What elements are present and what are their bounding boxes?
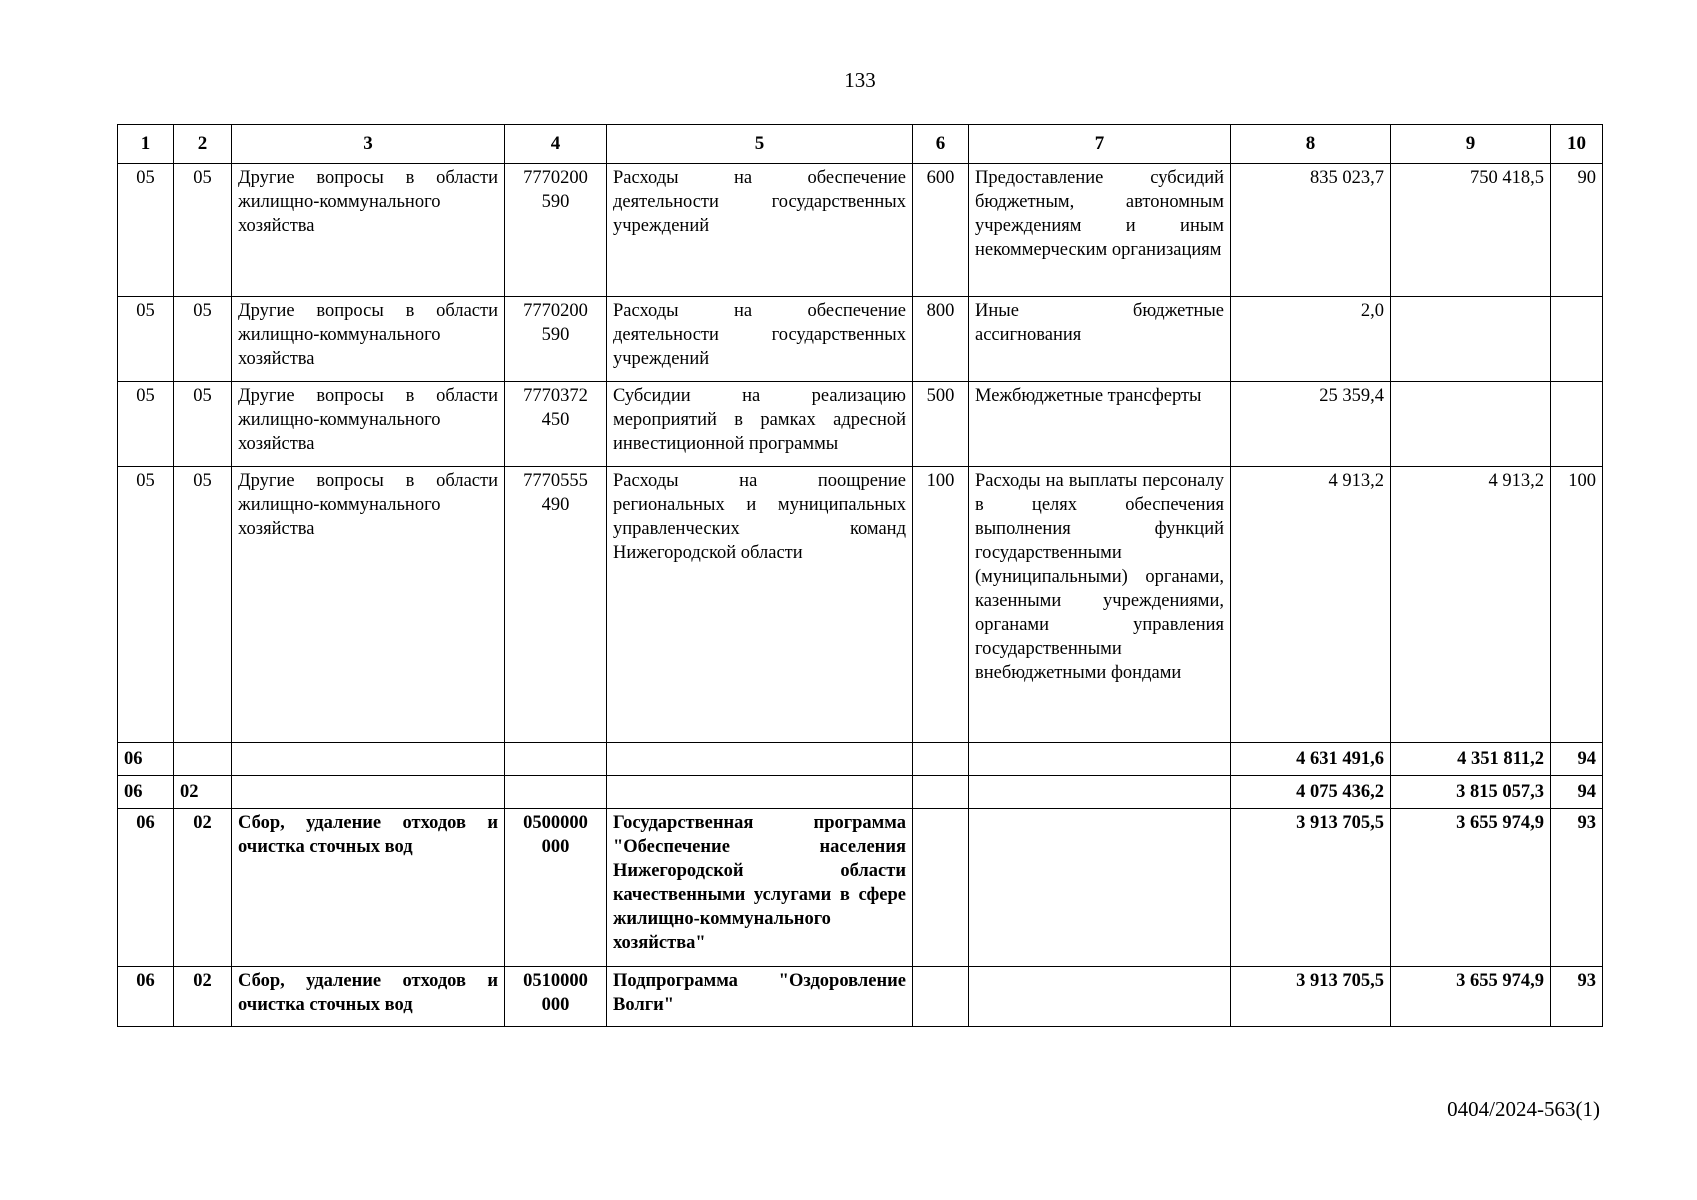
executed-amount: 3 815 057,3 (1391, 776, 1551, 809)
target-article-code: 0500000 000 (505, 809, 607, 967)
column-header-3: 3 (232, 125, 505, 164)
execution-percent: 93 (1551, 967, 1603, 1027)
target-article-name (607, 776, 913, 809)
subsection-code: 05 (174, 467, 232, 743)
subsection-code: 02 (174, 809, 232, 967)
section-code: 06 (118, 776, 174, 809)
expense-type-name: Иные бюджетные ассигнования (969, 297, 1231, 382)
subsection-name: Другие вопросы в области жилищно-коммунального хозяйства (232, 164, 505, 297)
executed-amount: 4 913,2 (1391, 467, 1551, 743)
executed-amount: 3 655 974,9 (1391, 967, 1551, 1027)
section-code: 05 (118, 467, 174, 743)
expense-type-name (969, 967, 1231, 1027)
subsection-code: 02 (174, 776, 232, 809)
table-row (118, 776, 1603, 809)
target-article-code (505, 743, 607, 776)
expense-type-name (969, 776, 1231, 809)
page-number: 133 (844, 68, 876, 92)
planned-amount: 25 359,4 (1231, 382, 1391, 467)
table-row (118, 809, 1603, 967)
executed-amount (1391, 297, 1551, 382)
execution-percent (1551, 382, 1603, 467)
subsection-name: Другие вопросы в области жилищно-коммунального хозяйства (232, 297, 505, 382)
section-code: 05 (118, 382, 174, 467)
subsection-code: 02 (174, 967, 232, 1027)
target-article-name: Государственная программа "Обеспечение населения Нижегородской области качественными услугами в сфере жилищно-коммунального хозяйства" (607, 809, 913, 967)
target-article-code: 7770372 450 (505, 382, 607, 467)
execution-percent: 93 (1551, 809, 1603, 967)
expense-type-name: Предоставление субсидий бюджетным, автономным учреждениям и иным некоммерческим организациям (969, 164, 1231, 297)
section-code: 06 (118, 743, 174, 776)
section-code: 05 (118, 297, 174, 382)
execution-percent (1551, 297, 1603, 382)
planned-amount: 4 075 436,2 (1231, 776, 1391, 809)
table-row (118, 743, 1603, 776)
expense-type-code (913, 743, 969, 776)
executed-amount: 750 418,5 (1391, 164, 1551, 297)
document-code: 0404/2024-563(1) (1447, 1097, 1600, 1121)
target-article-name: Подпрограмма "Оздоровление Волги" (607, 967, 913, 1027)
planned-amount: 4 631 491,6 (1231, 743, 1391, 776)
expense-type-name: Расходы на выплаты персоналу в целях обеспечения выполнения функций государственными (муниципальными) органами, казенными учреждениями, органами управления государственными внебюджетными фондами (969, 467, 1231, 743)
subsection-code: 05 (174, 382, 232, 467)
planned-amount: 4 913,2 (1231, 467, 1391, 743)
budget-table (117, 124, 1603, 1027)
expense-type-code: 600 (913, 164, 969, 297)
column-header-5: 5 (607, 125, 913, 164)
subsection-name: Сбор, удаление отходов и очистка сточных вод (232, 809, 505, 967)
execution-percent: 100 (1551, 467, 1603, 743)
target-article-name (607, 743, 913, 776)
expense-type-code (913, 967, 969, 1027)
execution-percent: 90 (1551, 164, 1603, 297)
executed-amount (1391, 382, 1551, 467)
section-code: 05 (118, 164, 174, 297)
table-row (118, 467, 1603, 743)
section-code: 06 (118, 967, 174, 1027)
subsection-name: Другие вопросы в области жилищно-коммунального хозяйства (232, 382, 505, 467)
expense-type-name (969, 809, 1231, 967)
planned-amount: 3 913 705,5 (1231, 809, 1391, 967)
column-header-2: 2 (174, 125, 232, 164)
subsection-name (232, 743, 505, 776)
subsection-code: 05 (174, 297, 232, 382)
planned-amount: 3 913 705,5 (1231, 967, 1391, 1027)
table-row (118, 297, 1603, 382)
target-article-name: Расходы на поощрение региональных и муниципальных управленческих команд Нижегородской области (607, 467, 913, 743)
expense-type-code: 500 (913, 382, 969, 467)
table-row (118, 382, 1603, 467)
section-code: 06 (118, 809, 174, 967)
column-header-9: 9 (1391, 125, 1551, 164)
column-header-6: 6 (913, 125, 969, 164)
target-article-code (505, 776, 607, 809)
table-row (118, 967, 1603, 1027)
expense-type-code: 800 (913, 297, 969, 382)
target-article-name: Расходы на обеспечение деятельности государственных учреждений (607, 164, 913, 297)
expense-type-code (913, 809, 969, 967)
expense-type-name: Межбюджетные трансферты (969, 382, 1231, 467)
target-article-code: 7770555 490 (505, 467, 607, 743)
target-article-code: 0510000 000 (505, 967, 607, 1027)
target-article-code: 7770200 590 (505, 297, 607, 382)
column-header-10: 10 (1551, 125, 1603, 164)
planned-amount: 2,0 (1231, 297, 1391, 382)
expense-type-code: 100 (913, 467, 969, 743)
expense-type-code (913, 776, 969, 809)
subsection-name: Сбор, удаление отходов и очистка сточных вод (232, 967, 505, 1027)
column-header-4: 4 (505, 125, 607, 164)
execution-percent: 94 (1551, 776, 1603, 809)
executed-amount: 4 351 811,2 (1391, 743, 1551, 776)
subsection-name: Другие вопросы в области жилищно-коммунального хозяйства (232, 467, 505, 743)
planned-amount: 835 023,7 (1231, 164, 1391, 297)
execution-percent: 94 (1551, 743, 1603, 776)
target-article-name: Расходы на обеспечение деятельности государственных учреждений (607, 297, 913, 382)
target-article-code: 7770200 590 (505, 164, 607, 297)
subsection-code (174, 743, 232, 776)
table-row (118, 164, 1603, 297)
subsection-code: 05 (174, 164, 232, 297)
expense-type-name (969, 743, 1231, 776)
column-header-1: 1 (118, 125, 174, 164)
column-header-7: 7 (969, 125, 1231, 164)
target-article-name: Субсидии на реализацию мероприятий в рамках адресной инвестиционной программы (607, 382, 913, 467)
subsection-name (232, 776, 505, 809)
executed-amount: 3 655 974,9 (1391, 809, 1551, 967)
header-row (118, 125, 1603, 164)
column-header-8: 8 (1231, 125, 1391, 164)
